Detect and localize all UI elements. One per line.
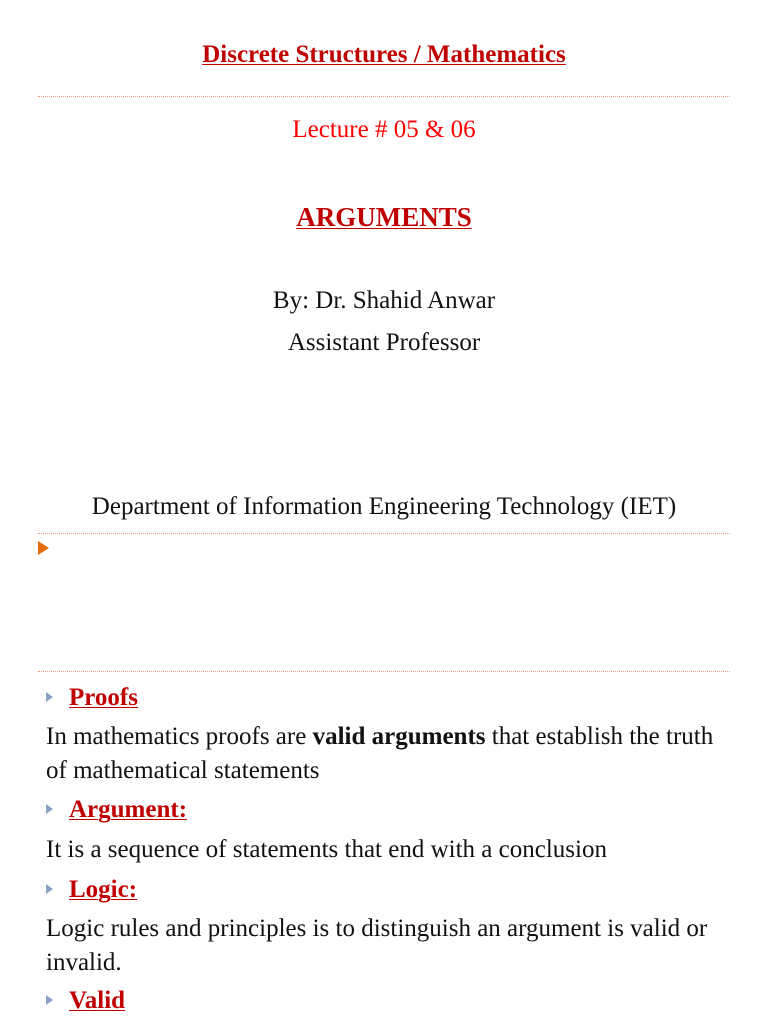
slide-divider bbox=[38, 533, 730, 534]
proofs-text-end: that establish the truth of mathematical statements bbox=[46, 723, 714, 784]
term-logic: Logic: bbox=[69, 876, 138, 903]
department-name: Department of Information Engineering Technology (IET) bbox=[91, 493, 677, 520]
orange-bullet-icon bbox=[38, 541, 49, 555]
slide-divider bbox=[38, 96, 730, 97]
bullet-arrow-icon bbox=[46, 884, 53, 894]
argument-description: It is a sequence of statements that end with a conclusion bbox=[46, 836, 607, 863]
proofs-description bbox=[46, 720, 726, 788]
lecture-topic: ARGUMENTS bbox=[296, 202, 472, 232]
term-argument: Argument: bbox=[69, 796, 188, 823]
author-role: Assistant Professor bbox=[287, 329, 481, 356]
author-line: By: Dr. Shahid Anwar bbox=[272, 287, 496, 314]
lecture-number: Lecture # 05 & 06 bbox=[292, 116, 476, 143]
logic-description: Logic rules and principles is to distinguish an argument is valid or invalid. bbox=[46, 915, 708, 976]
course-title: Discrete Structures / Mathematics bbox=[202, 41, 566, 68]
slide-divider bbox=[38, 671, 730, 672]
proofs-text-start: In mathematics proofs are bbox=[46, 723, 313, 750]
bullet-arrow-icon bbox=[46, 995, 53, 1005]
bullet-arrow-icon bbox=[46, 804, 53, 814]
bullet-arrow-icon bbox=[46, 692, 53, 702]
term-proofs: Proofs bbox=[69, 684, 138, 711]
proofs-text-bold: valid arguments bbox=[312, 723, 486, 750]
term-valid: Valid bbox=[69, 987, 126, 1014]
